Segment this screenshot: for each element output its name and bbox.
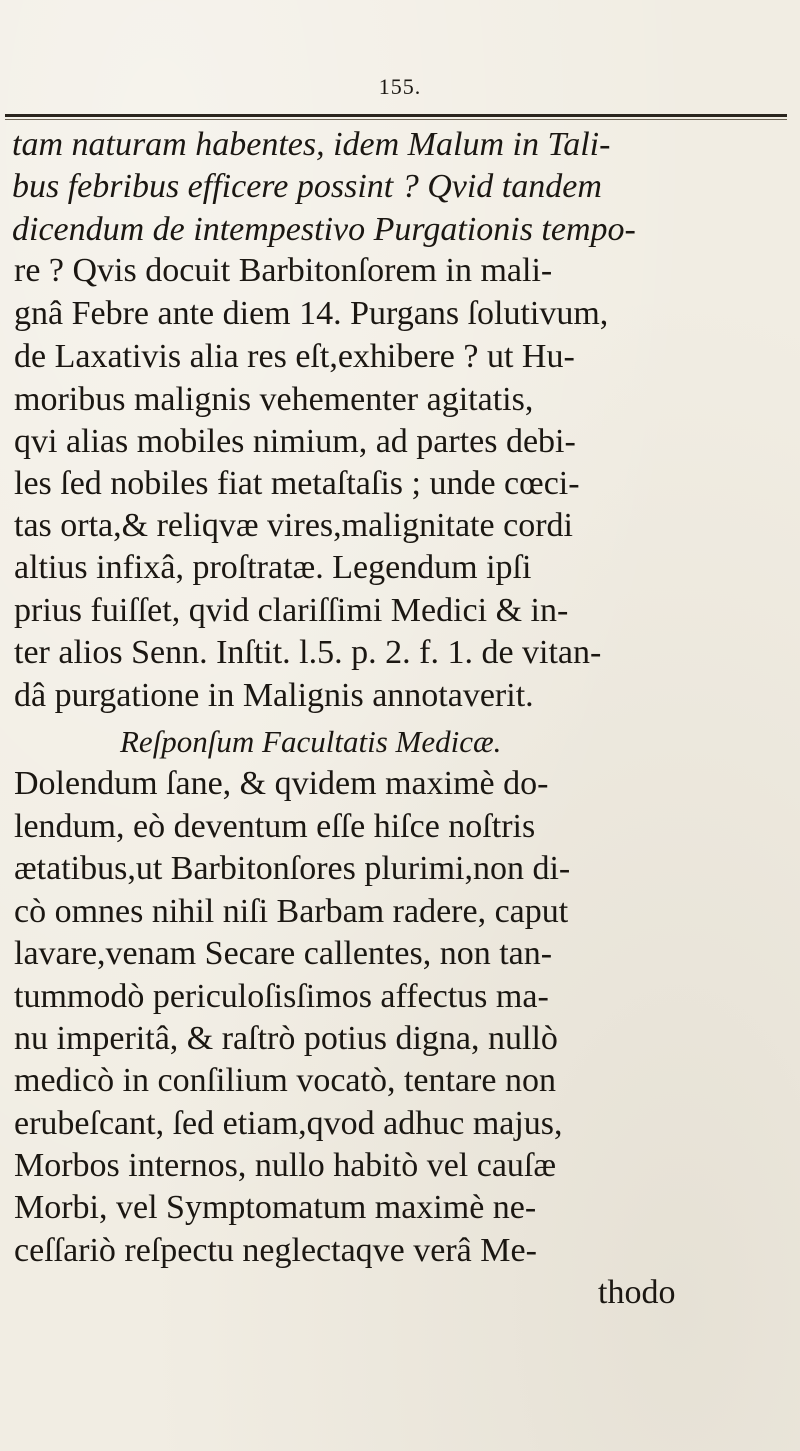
text-line: re ? Qvis docuit Barbitonſorem in mali- — [14, 252, 553, 289]
text-line: qvi alias mobiles nimium, ad partes debi- — [14, 423, 576, 460]
text-line: dâ purgatione in Malignis annotaverit. — [14, 677, 534, 714]
text-line: tummodò periculoſisſimos affectus ma- — [14, 978, 549, 1015]
text-line: gnâ Febre ante diem 14. Purgans ſolutivum, — [14, 295, 609, 332]
text-line: Morbi, vel Symptomatum maximè ne- — [14, 1189, 537, 1226]
text-line: tas orta,& reliqvæ vires,malignitate cordi — [14, 507, 573, 544]
text-line: lavare,venam Secare callentes, non tan- — [14, 935, 553, 972]
text-line: moribus malignis vehementer agitatis, — [14, 381, 534, 418]
text-line: tam naturam habentes, idem Malum in Tali- — [12, 126, 611, 163]
text-line: lendum, eò deventum eſſe hiſce noſtris — [14, 808, 536, 845]
text-line: medicò in conſilium vocatò, tentare non — [14, 1062, 556, 1099]
text-line: Morbos internos, nullo habitò vel cauſæ — [14, 1147, 557, 1184]
text-line: les ſed nobiles fiat metaſtaſis ; unde cœci- — [14, 465, 580, 502]
text-line: ter alios Senn. Inſtit. l.5. p. 2. f. 1. de vitan- — [14, 634, 602, 671]
text-line: ætatibus,ut Barbitonſores plurimi,non di- — [14, 850, 571, 887]
page-number: 155. — [378, 74, 422, 99]
text-line: cò omnes nihil niſi Barbam radere, caput — [14, 893, 569, 930]
text-line: erubeſcant, ſed etiam,qvod adhuc majus, — [14, 1105, 563, 1142]
header-rule-thin — [5, 119, 787, 120]
header-rule — [5, 114, 787, 117]
text-line: dicendum de intempestivo Purgationis tempo- — [12, 211, 636, 248]
text-line: bus febribus efficere possint ? Qvid tandem — [12, 168, 602, 205]
text-line: altius infixâ, proſtratæ. Legendum ipſi — [14, 549, 532, 586]
text-line: prius fuiſſet, qvid clariſſimi Medici & in- — [14, 592, 569, 629]
catchword: thodo — [598, 1274, 676, 1311]
text-line: ceſſariò reſpectu neglectaqve verâ Me- — [14, 1232, 537, 1269]
text-line: Dolendum ſane, & qvidem maximè do- — [14, 765, 549, 802]
text-line: de Laxativis alia res eſt,exhibere ? ut Hu- — [14, 338, 575, 375]
section-heading: Reſponſum Facultatis Medicæ. — [120, 724, 502, 759]
text-line: nu imperitâ, & raſtrò potius digna, nullò — [14, 1020, 558, 1057]
